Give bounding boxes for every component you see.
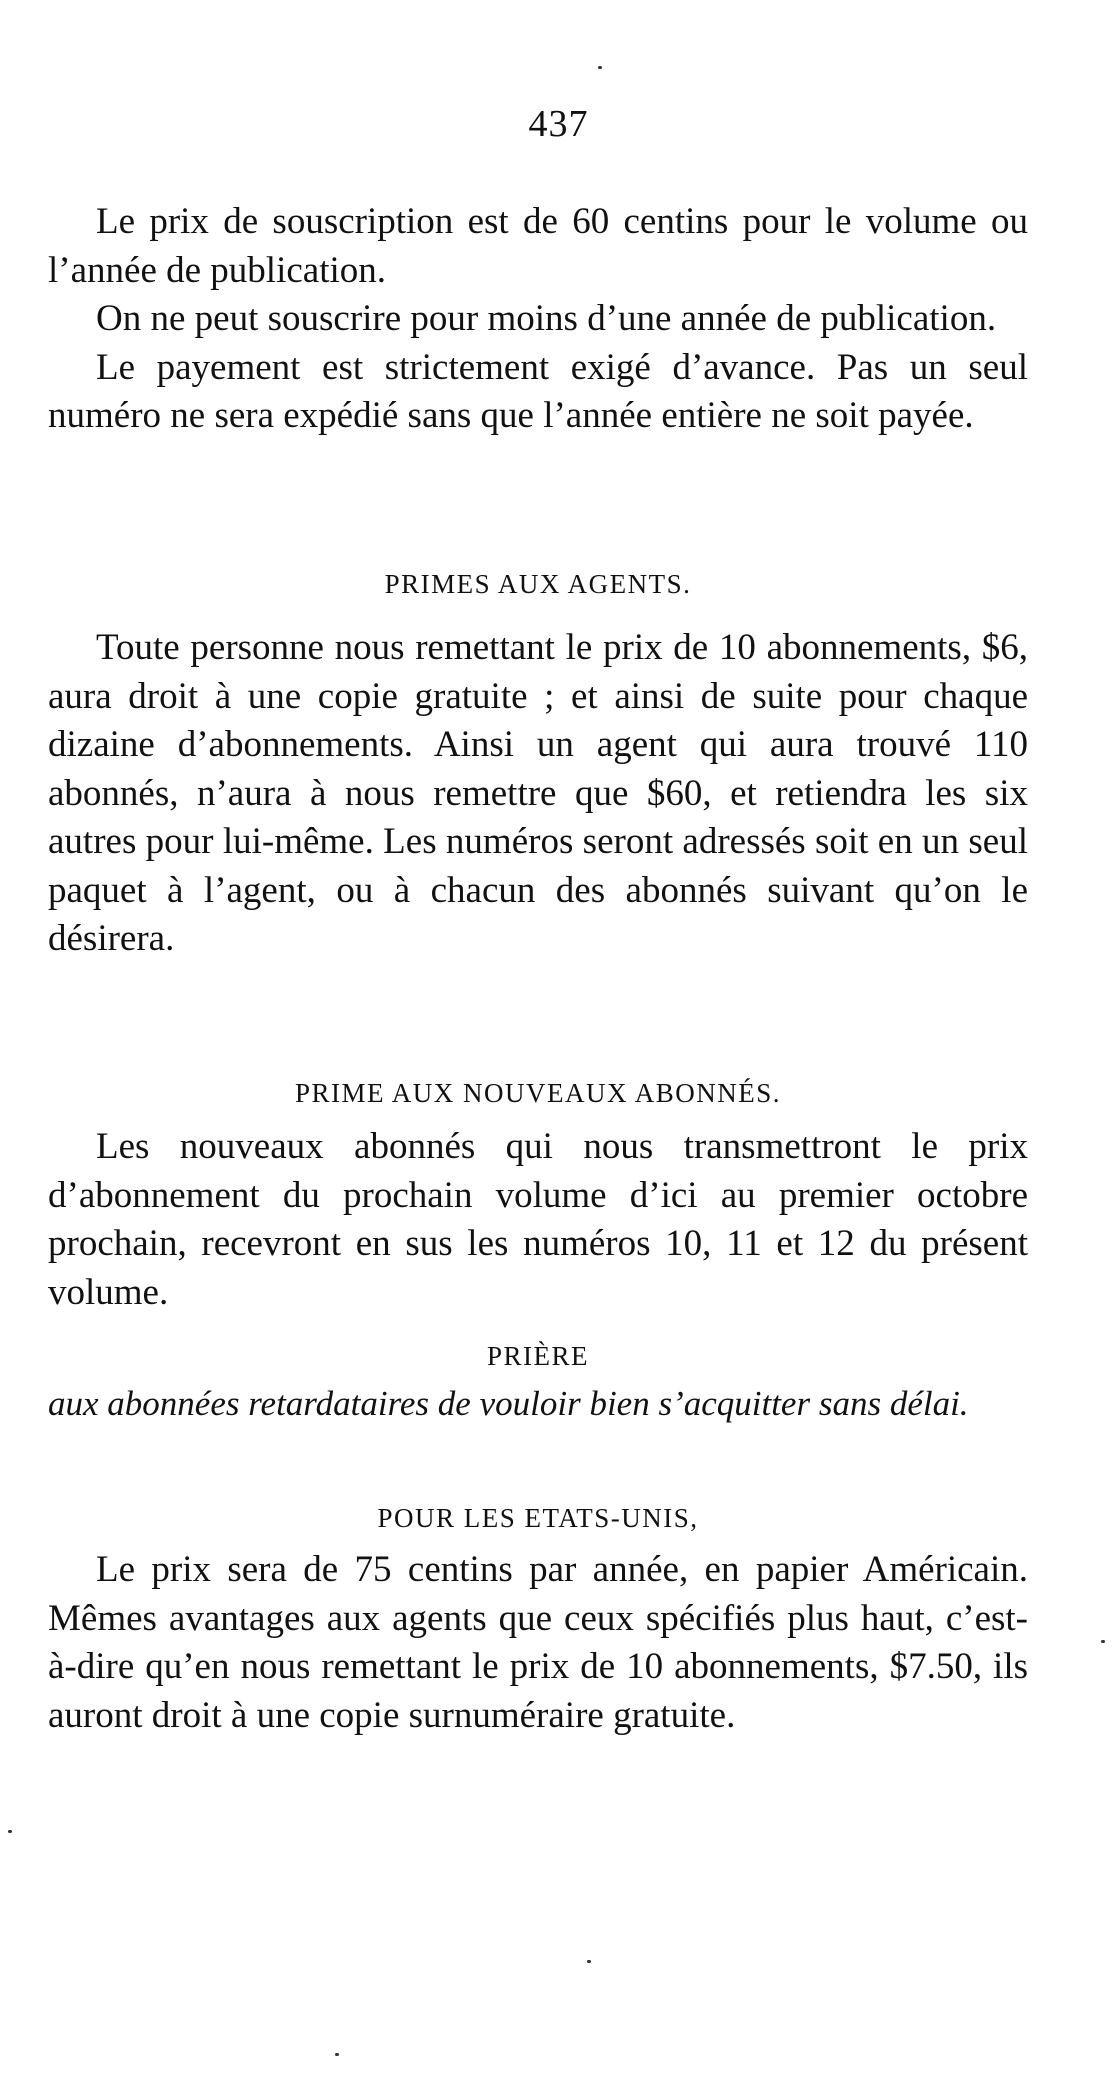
advance-payment-paragraph: Le payement est strictement exigé d’avance. Pas un seul numéro ne sera expédié sans que l’année entière ne soit payée. [48,346,1028,436]
scan-speck [335,2053,339,2056]
usa-heading: POUR LES ETATS-UNIS, [377,1503,699,1533]
new-subscribers-heading: PRIME AUX NOUVEAUX ABONNÉS. [294,1078,782,1108]
new-subscribers-section [48,1075,1028,1317]
usa-paragraph: Le prix sera de 75 centins par année, en papier Américain. Mêmes avantages aux agents que ceux spécifiés plus haut, c’est-à-dire qu’en nous remettant le prix de 10 abonnements, $7.50, ils auront droit à une copie surnuméraire gratuite. [48,1549,1028,1736]
page-number: 437 [528,103,589,145]
scan-speck [598,66,602,69]
subscription-section [48,198,1028,441]
subscription-price-paragraph: Le prix de souscription est de 60 centins pour le volume ou l’année de publication. [48,201,1028,291]
request-italic-text: aux abonnées retardataires de vouloir bien s’acquitter sans délai. [48,1384,969,1423]
agents-paragraph: Toute personne nous remettant le prix de 10 abonnements, $6, aura droit à une copie gratuite ; et ainsi de suite pour chaque dizaine d’abonnements. Ainsi un agent qui aura trouvé 110 abonnés, n’aura à nous remettre que $60, et retiendra les six autres pour lui-même. Les numéros seront adressés soit en un seul paquet à l’agent, ou à chacun des abonnés suivant qu’on le désirera. [48,627,1028,959]
agents-heading: PRIMES AUX AGENTS. [384,569,692,599]
scan-speck [587,1960,591,1963]
agents-section [48,566,1028,964]
scan-speck [8,1830,12,1833]
scan-speck [1101,1640,1105,1643]
new-subscribers-paragraph: Les nouveaux abonnés qui nous transmettront le prix d’abonnement du prochain volume d’ici au premier octobre prochain, recevront en sus les numéros 10, 11 et 12 du présent volume. [48,1126,1028,1313]
minimum-subscription-paragraph: On ne peut souscrire pour moins d’une année de publication. [96,298,997,339]
request-section [48,1338,1028,1428]
usa-section [48,1500,1028,1740]
request-heading: PRIÈRE [486,1341,589,1371]
